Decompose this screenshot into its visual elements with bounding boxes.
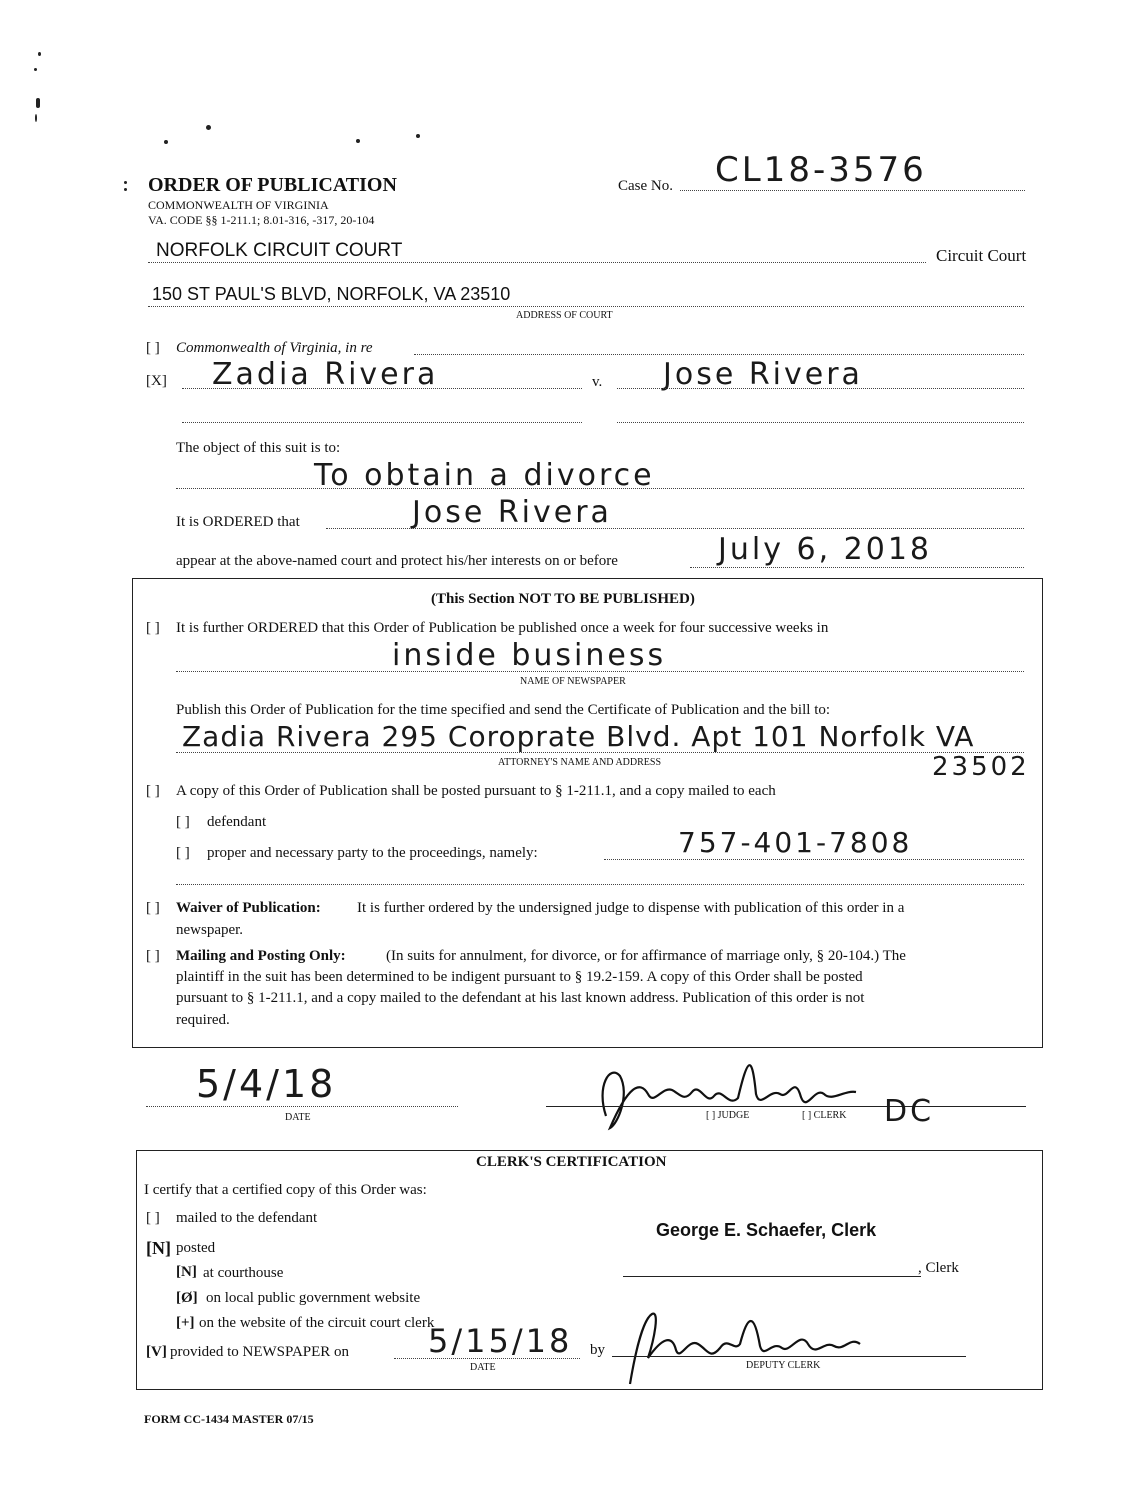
plaintiff-name[interactable]: Zadia Rivera bbox=[212, 357, 439, 392]
scan-speck bbox=[124, 188, 127, 191]
certification-intro: I certify that a certified copy of this Order was: bbox=[144, 1182, 427, 1198]
judge-checkbox[interactable]: [ ] JUDGE bbox=[706, 1110, 750, 1121]
scan-speck bbox=[36, 98, 40, 108]
signer-initials: DC bbox=[884, 1094, 935, 1129]
mailed-label: mailed to the defendant bbox=[176, 1210, 318, 1226]
defendant-line-2 bbox=[617, 422, 1024, 423]
object-label: The object of this suit is to: bbox=[176, 440, 341, 456]
form-number: FORM CC-1434 MASTER 07/15 bbox=[144, 1412, 314, 1426]
case-number[interactable]: CL18-3576 bbox=[715, 150, 927, 190]
mailing-text-4: required. bbox=[176, 1012, 230, 1028]
scan-speck bbox=[38, 52, 41, 56]
attorney-caption: ATTORNEY'S NAME AND ADDRESS bbox=[498, 757, 662, 768]
checkbox-gov-site[interactable]: [Ø] bbox=[176, 1290, 198, 1306]
unpublished-heading: (This Section NOT TO BE PUBLISHED) bbox=[431, 591, 695, 607]
case-line bbox=[680, 190, 1025, 191]
checkbox-copy[interactable]: [ ] bbox=[146, 783, 160, 799]
party-line-2 bbox=[176, 884, 1024, 885]
newspaper-label: provided to NEWSPAPER on bbox=[170, 1344, 350, 1360]
commonwealth-label: Commonwealth of Virginia, in re bbox=[176, 340, 373, 356]
attorney-line bbox=[176, 752, 1024, 753]
scan-speck bbox=[35, 114, 37, 122]
court-suffix: Circuit Court bbox=[936, 246, 1027, 265]
party-label: proper and necessary party to the proceedings, namely: bbox=[207, 845, 538, 861]
defendant-name[interactable]: Jose Rivera bbox=[663, 357, 863, 392]
address-caption: ADDRESS OF COURT bbox=[516, 310, 613, 321]
clerk-line bbox=[623, 1276, 921, 1277]
mailing-text-1: (In suits for annulment, for divorce, or for affirmance of marriage only, § 20-104.) The bbox=[386, 948, 906, 964]
checkbox-publish[interactable]: [ ] bbox=[146, 620, 160, 636]
posted-label: posted bbox=[176, 1240, 216, 1256]
newspaper-date-caption: DATE bbox=[470, 1362, 496, 1373]
object-line bbox=[176, 488, 1024, 489]
checkbox-posted[interactable]: [N] bbox=[146, 1238, 171, 1258]
checkbox-parties[interactable]: [X] bbox=[146, 373, 167, 389]
newspaper-name[interactable]: inside business bbox=[392, 638, 667, 673]
checkbox-mailing[interactable]: [ ] bbox=[146, 948, 160, 964]
scan-speck bbox=[34, 68, 37, 71]
court-name[interactable]: NORFOLK CIRCUIT COURT bbox=[156, 240, 403, 261]
gov-site-label: on local public government website bbox=[206, 1290, 421, 1306]
mailing-text-3: pursuant to § 1-211.1, and a copy mailed to the defendant at his last known address. Publication of this order is not bbox=[176, 990, 865, 1006]
appear-line bbox=[690, 567, 1024, 568]
checkbox-commonwealth[interactable]: [ ] bbox=[146, 340, 160, 356]
checkbox-courthouse[interactable]: [N] bbox=[176, 1264, 197, 1280]
checkbox-defendant[interactable]: [ ] bbox=[176, 814, 190, 830]
judge-signature bbox=[588, 1046, 888, 1136]
deputy-line bbox=[612, 1356, 966, 1357]
court-address[interactable]: 150 ST PAUL'S BLVD, NORFOLK, VA 23510 bbox=[152, 284, 511, 304]
case-label: Case No. bbox=[618, 178, 673, 194]
signed-date[interactable]: 5/4/18 bbox=[196, 1062, 337, 1106]
newspaper-caption: NAME OF NEWSPAPER bbox=[520, 676, 626, 687]
certification-heading: CLERK'S CERTIFICATION bbox=[476, 1154, 667, 1170]
commonwealth-line bbox=[414, 354, 1024, 355]
deputy-caption: DEPUTY CLERK bbox=[746, 1360, 821, 1371]
signed-date-line bbox=[146, 1106, 458, 1107]
waiver-text: It is further ordered by the undersigned judge to dispense with publication of this order in a bbox=[357, 900, 905, 916]
plaintiff-line-2 bbox=[182, 422, 582, 423]
defendant-line bbox=[617, 388, 1024, 389]
checkbox-newspaper[interactable]: [V] bbox=[146, 1344, 167, 1360]
attorney-zip[interactable]: 23502 bbox=[932, 752, 1030, 782]
courthouse-label: at courthouse bbox=[203, 1265, 284, 1281]
clerk-suffix: , Clerk bbox=[918, 1260, 959, 1276]
scan-speck bbox=[416, 134, 420, 138]
scan-speck bbox=[124, 181, 127, 184]
clerk-checkbox[interactable]: [ ] CLERK bbox=[802, 1110, 847, 1121]
waiver-label: Waiver of Publication: bbox=[176, 900, 321, 916]
newspaper-date[interactable]: 5/15/18 bbox=[428, 1322, 573, 1360]
scan-speck bbox=[164, 140, 168, 144]
checkbox-waiver[interactable]: [ ] bbox=[146, 900, 160, 916]
clerk-site-label: on the website of the circuit court clerk bbox=[199, 1315, 435, 1331]
appear-date[interactable]: July 6, 2018 bbox=[718, 532, 932, 567]
plaintiff-line bbox=[182, 388, 582, 389]
by-label: by bbox=[590, 1342, 605, 1358]
waiver-text-2: newspaper. bbox=[176, 922, 244, 938]
appear-text: appear at the above-named court and protect his/her interests on or before bbox=[176, 553, 618, 569]
form-subtitle: COMMONWEALTH OF VIRGINIA bbox=[148, 198, 329, 212]
ordered-label: It is ORDERED that bbox=[176, 514, 300, 530]
scan-speck bbox=[356, 139, 360, 143]
judge-signature-line bbox=[546, 1106, 1026, 1107]
deputy-signature bbox=[612, 1300, 882, 1390]
checkbox-mailed[interactable]: [ ] bbox=[146, 1210, 160, 1226]
form-title: ORDER OF PUBLICATION bbox=[148, 174, 397, 196]
defendant-label: defendant bbox=[207, 814, 267, 830]
publish-text: It is further ORDERED that this Order of Publication be published once a week for four successive weeks in bbox=[176, 620, 829, 636]
mailing-text-2: plaintiff in the suit has been determined to be indigent pursuant to § 19.2-159. A copy of this Order shall be posted bbox=[176, 969, 863, 985]
form-code: VA. CODE §§ 1-211.1; 8.01-316, -317, 20-104 bbox=[148, 213, 375, 227]
party-value[interactable]: 757-401-7808 bbox=[678, 826, 913, 859]
address-line bbox=[148, 306, 1024, 307]
court-line bbox=[148, 262, 926, 263]
versus-label: v. bbox=[592, 374, 603, 390]
party-line bbox=[604, 859, 1024, 860]
clerk-name: George E. Schaefer, Clerk bbox=[656, 1220, 877, 1240]
object-value[interactable]: To obtain a divorce bbox=[314, 458, 655, 493]
ordered-party[interactable]: Jose Rivera bbox=[412, 495, 612, 530]
scan-speck bbox=[206, 125, 211, 130]
send-text: Publish this Order of Publication for the time specified and send the Certificate of Publication and the bill to: bbox=[176, 702, 831, 718]
mailing-label: Mailing and Posting Only: bbox=[176, 948, 346, 964]
copy-text: A copy of this Order of Publication shall be posted pursuant to § 1-211.1, and a copy mailed to each bbox=[176, 783, 776, 799]
newspaper-line bbox=[176, 671, 1024, 672]
signed-date-caption: DATE bbox=[285, 1112, 311, 1123]
checkbox-party[interactable]: [ ] bbox=[176, 845, 190, 861]
checkbox-clerk-site[interactable]: [+] bbox=[176, 1315, 195, 1331]
attorney-address[interactable]: Zadia Rivera 295 Coroprate Blvd. Apt 101 Norfolk VA bbox=[182, 720, 975, 753]
